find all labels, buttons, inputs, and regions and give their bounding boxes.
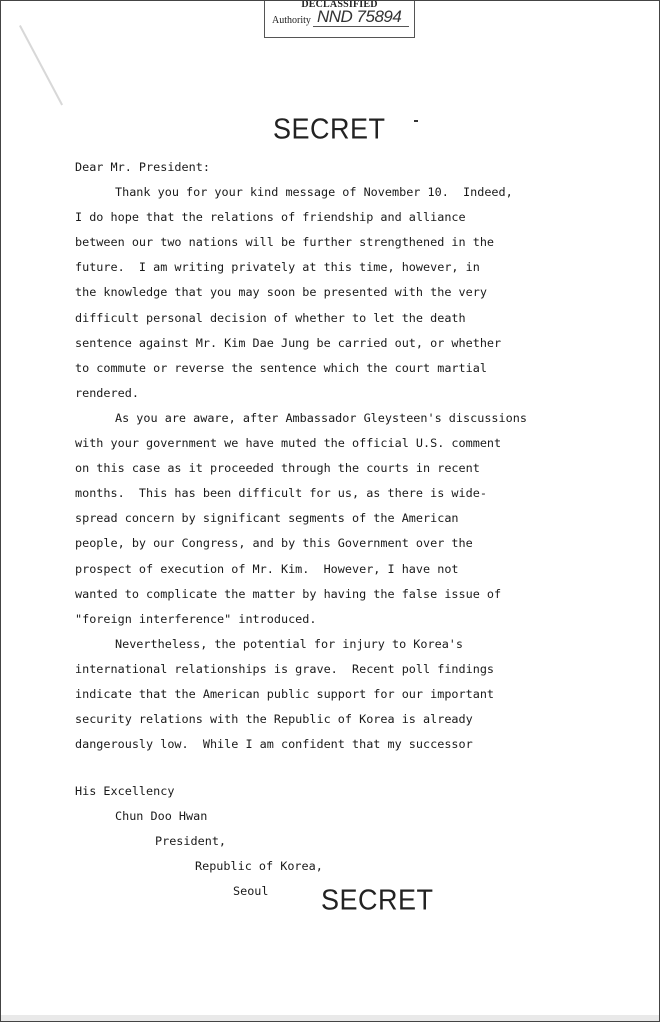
letter-line: I do hope that the relations of friendship and alliance xyxy=(75,210,466,225)
letter-line: to commute or reverse the sentence which the court martial xyxy=(75,360,487,375)
letter-line: "foreign interference" introduced. xyxy=(75,611,317,626)
authority-underline xyxy=(313,26,409,27)
address-line-country: Republic of Korea, xyxy=(195,859,323,874)
letter-line: future. I am writing privately at this time, however, in xyxy=(75,260,480,275)
letter-line: prospect of execution of Mr. Kim. However, I have not xyxy=(75,561,459,576)
letter-line: between our two nations will be further strengthened in the xyxy=(75,235,495,250)
letter-line: security relations with the Republic of Korea is already xyxy=(75,712,473,727)
authority-label: Authority xyxy=(272,15,311,26)
letter-line: dangerously low. While I am confident that my successor xyxy=(75,737,473,752)
ink-mark xyxy=(414,120,418,122)
letter-line: spread concern by significant segments of the American xyxy=(75,511,459,526)
letter-line: Nevertheless, the potential for injury to Korea's xyxy=(115,636,464,651)
letter-line: with your government we have muted the official U.S. comment xyxy=(75,436,502,451)
letter-line: difficult personal decision of whether to let the death xyxy=(75,310,466,325)
letter-body xyxy=(75,155,615,757)
letter-line: As you are aware, after Ambassador Gleysteen's discussions xyxy=(115,410,527,425)
letter-line: on this case as it proceeded through the courts in recent xyxy=(75,461,480,476)
address-line-city: Seoul xyxy=(233,884,269,899)
authority-value: NND 75894 xyxy=(317,7,402,26)
letter-line: wanted to complicate the matter by having the false issue of xyxy=(75,586,502,601)
letter-line: months. This has been difficult for us, as there is wide- xyxy=(75,486,487,501)
address-line-name: Chun Doo Hwan xyxy=(115,809,208,824)
letter-line: rendered. xyxy=(75,385,139,400)
salutation: Dear Mr. President: xyxy=(75,160,210,174)
secret-stamp-top: SECRET xyxy=(273,113,386,145)
declassified-stamp xyxy=(264,0,415,38)
letter-paragraphs xyxy=(75,180,615,757)
letter-line: people, by our Congress, and by this Government over the xyxy=(75,536,473,551)
letter-line: sentence against Mr. Kim Dae Jung be carried out, or whether xyxy=(75,335,502,350)
address-line-title: President, xyxy=(155,834,227,849)
letter-line: the knowledge that you may soon be presented with the very xyxy=(75,285,487,300)
address-line-excellency: His Excellency xyxy=(75,784,175,798)
scan-artifact-mark xyxy=(19,25,63,105)
secret-stamp-bottom: SECRET xyxy=(321,884,434,916)
letter-line: international relationships is grave. Recent poll findings xyxy=(75,661,495,676)
letter-line: indicate that the American public support for our important xyxy=(75,686,495,701)
letter-line: Thank you for your kind message of November 10. Indeed, xyxy=(115,185,513,200)
page-edge xyxy=(1,1015,659,1021)
declassified-label: DECLASSIFIED xyxy=(301,0,378,10)
